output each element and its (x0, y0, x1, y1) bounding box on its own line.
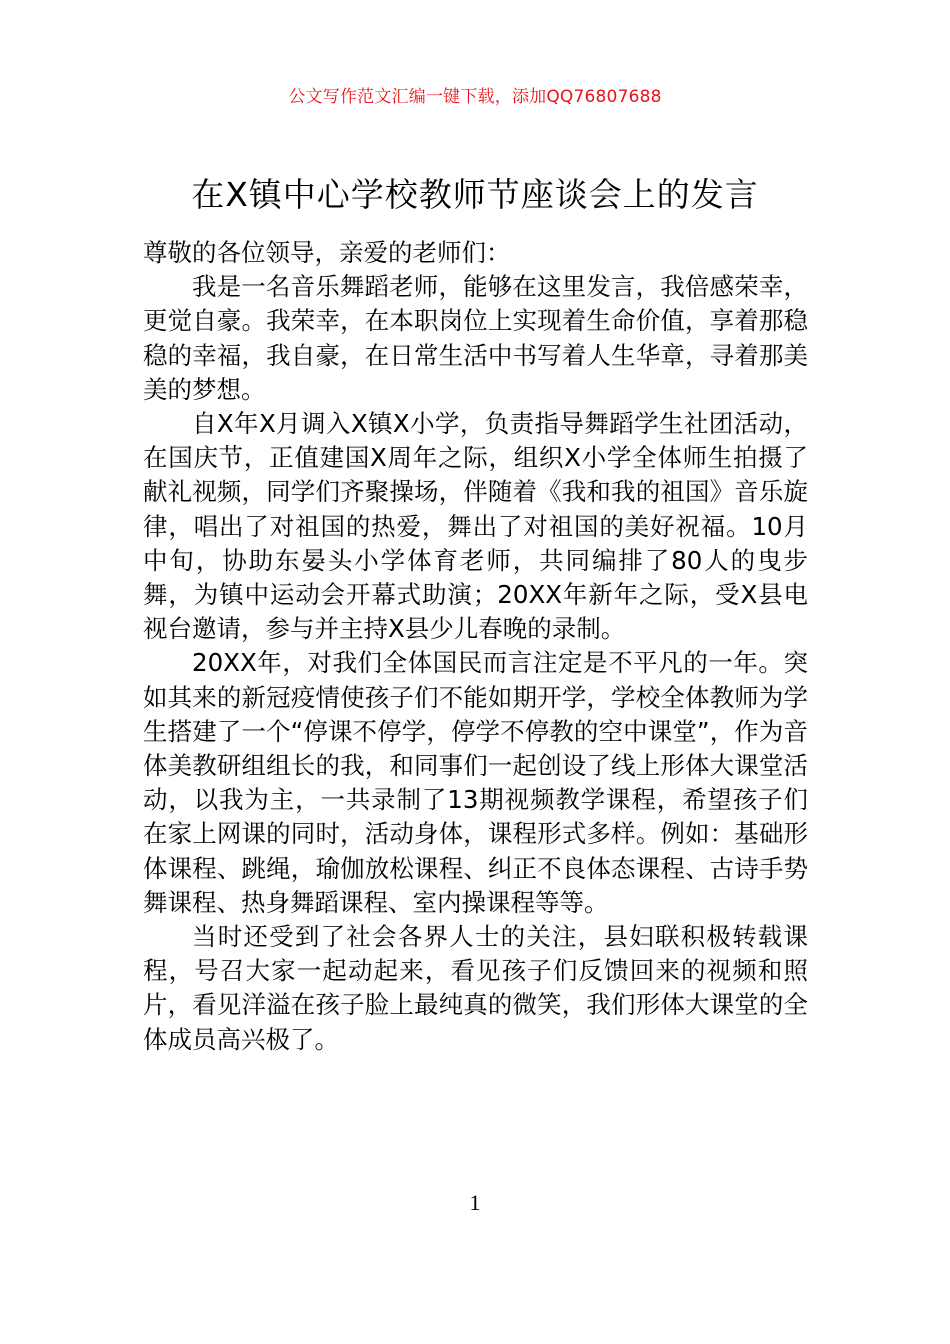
paragraph: 自X年X月调入X镇X小学，负责指导舞蹈学生社团活动，在国庆节，正值建国X周年之际，组织X小学全体师生拍摄了献礼视频，同学们齐聚操场，伴随着《我和我的祖国》音乐旋律，唱出了对祖国的热爱，舞出了对祖国的美好祝福。10月中旬，协助东晏头小学体育老师，共同编排了80人的曳步舞，为镇中运动会开幕式助演；20XX年新年之际，受X县电视台邀请，参与并主持X县少儿春晚的录制。 (143, 409, 808, 644)
paragraph: 当时还受到了社会各界人士的关注，县妇联积极转载课程，号召大家一起动起来，看见孩子们反馈回来的视频和照片，看见洋溢在孩子脸上最纯真的微笑，我们形体大课堂的全体成员高兴极了。 (143, 922, 808, 1054)
page-number: 1 (469, 1190, 481, 1215)
paragraph: 20XX年，对我们全体国民而言注定是不平凡的一年。突如其来的新冠疫情使孩子们不能如期开学，学校全体教师为学生搭建了一个“停课不停学，停学不停教的空中课堂”，作为音体美教研组组长的我，和同事们一起创设了线上形体大课堂活动，以我为主，一共录制了13期视频教学课程，希望孩子们在家上网课的同时，活动身体，课程形式多样。例如：基础形体课程、跳绳，瑜伽放松课程、纠正不良体态课程、古诗手势舞课程、热身舞蹈课程、室内操课程等等。 (143, 648, 808, 917)
salutation: 尊敬的各位领导，亲爱的老师们： (143, 238, 511, 267)
download-banner: 公文写作范文汇编一键下载，添加QQ76807688 (288, 87, 662, 107)
paragraph: 我是一名音乐舞蹈老师，能够在这里发言，我倍感荣幸，更觉自豪。我荣幸，在本职岗位上实现着生命价值，享着那稳稳的幸福，我自豪，在日常生活中书写着人生华章，寻着那美美的梦想。 (143, 272, 808, 404)
document-title: 在X镇中心学校教师节座谈会上的发言 (191, 175, 759, 214)
document-body (143, 236, 808, 1057)
